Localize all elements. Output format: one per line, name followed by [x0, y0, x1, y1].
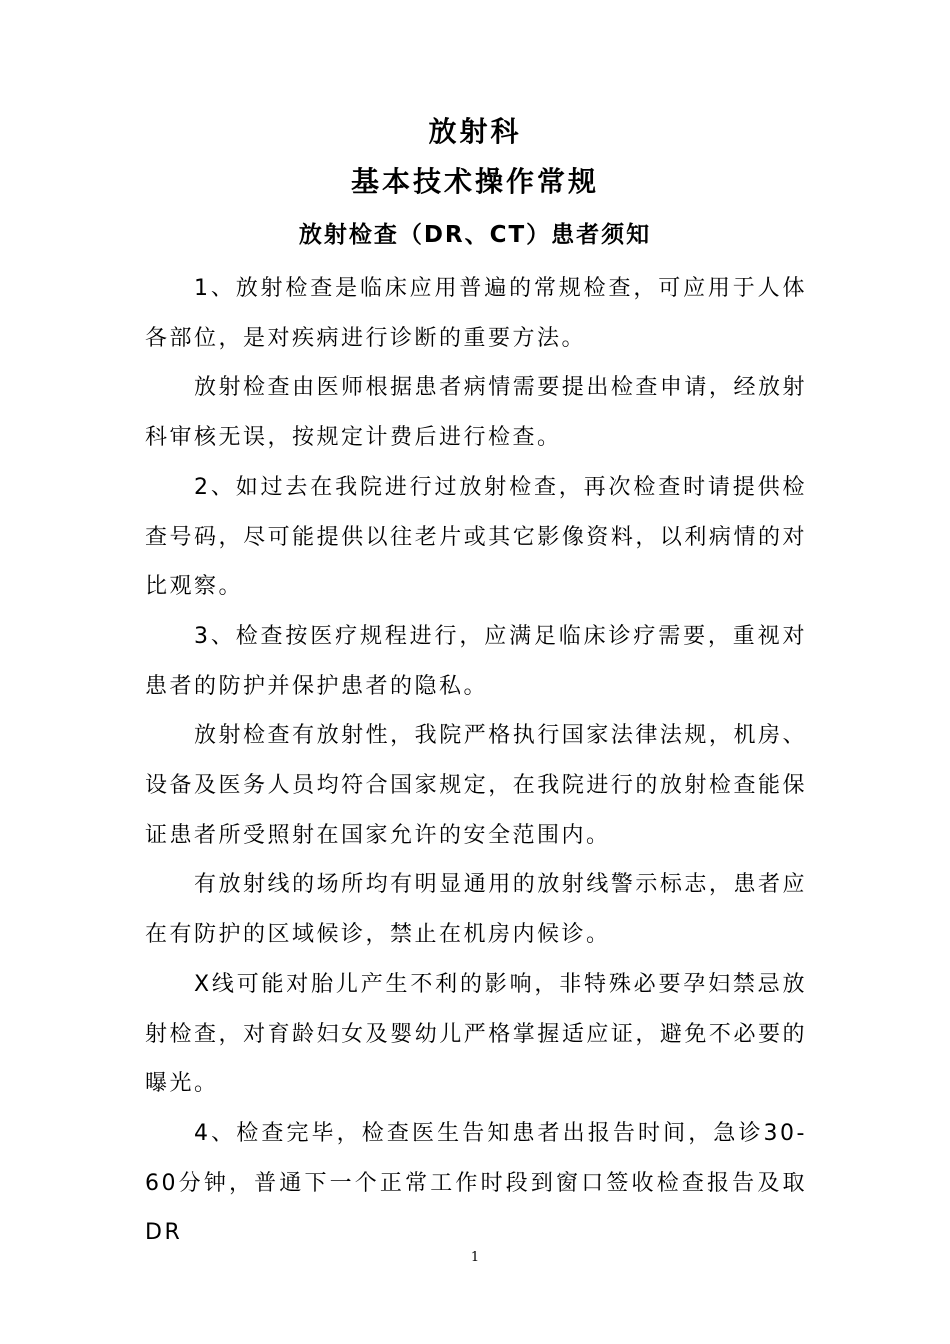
paragraph: 有放射线的场所均有明显通用的放射线警示标志，患者应在有防护的区域候诊，禁止在机房内候诊。 [145, 872, 807, 948]
paragraph: 3、检查按医疗规程进行，应满足临床诊疗需要，重视对患者的防护并保护患者的隐私。 [145, 623, 807, 699]
page-number: 1 [470, 1250, 480, 1265]
document-subtitle: 基本技术操作常规 [350, 165, 599, 198]
paragraph: 放射检查由医师根据患者病情需要提出检查申请，经放射科审核无误，按规定计费后进行检查。 [145, 375, 807, 451]
document-title: 放射科 [428, 115, 522, 148]
paragraph: 4、检查完毕，检查医生告知患者出报告时间，急诊30-60分钟，普通下一个正常工作时段到窗口签收检查报告及取DR [145, 1120, 807, 1246]
section-title: 放射检查（DR、CT）患者须知 [298, 222, 652, 248]
paragraph: 放射检查有放射性，我院严格执行国家法律法规，机房、设备及医务人员均符合国家规定，在我院进行的放射检查能保证患者所受照射在国家允许的安全范围内。 [145, 723, 807, 848]
paragraph: 2、如过去在我院进行过放射检查，再次检查时请提供检查号码，尽可能提供以往老片或其它影像资料，以利病情的对比观察。 [145, 474, 807, 600]
paragraph: 1、放射检查是临床应用普遍的常规检查，可应用于人体各部位，是对疾病进行诊断的重要方法。 [145, 276, 807, 351]
document-body [145, 264, 807, 1258]
paragraph: X线可能对胎儿产生不利的影响，非特殊必要孕妇禁忌放射检查，对育龄妇女及婴幼儿严格掌握适应证，避免不必要的曝光。 [145, 971, 807, 1097]
